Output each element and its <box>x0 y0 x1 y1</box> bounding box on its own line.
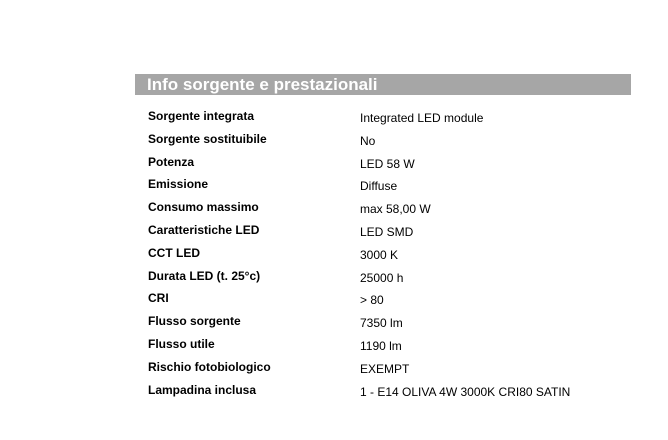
spec-value: 25000 h <box>360 270 404 285</box>
spec-value: Integrated LED module <box>360 111 484 125</box>
spec-label: Flusso utile <box>148 336 215 351</box>
spec-label: Sorgente sostituibile <box>148 131 267 146</box>
spec-value: Diffuse <box>360 179 398 194</box>
spec-row <box>148 334 628 357</box>
spec-label: Rischio fotobiologico <box>148 359 271 374</box>
spec-value: 1 - E14 OLIVA 4W 3000K CRI80 SATIN <box>360 384 571 399</box>
spec-row <box>148 380 628 403</box>
spec-row <box>148 106 628 129</box>
spec-row <box>148 288 628 311</box>
spec-label: Durata LED (t. 25°c) <box>148 268 261 283</box>
spec-label: CCT LED <box>148 245 200 260</box>
spec-row <box>148 311 628 334</box>
spec-label: Emissione <box>148 177 209 192</box>
spec-label: Lampadina inclusa <box>148 382 257 397</box>
spec-row <box>148 243 628 266</box>
spec-label: CRI <box>148 291 169 306</box>
spec-table <box>148 106 628 402</box>
spec-row <box>148 266 628 289</box>
spec-row <box>148 129 628 152</box>
spec-row <box>148 220 628 243</box>
spec-label: Consumo massimo <box>148 200 259 215</box>
spec-value: No <box>360 133 376 148</box>
section-header <box>135 74 631 95</box>
spec-label: Sorgente integrata <box>148 109 255 123</box>
spec-row <box>148 197 628 220</box>
spec-label: Caratteristiche LED <box>148 222 260 237</box>
section-title: Info sorgente e prestazionali <box>147 75 378 94</box>
spec-row <box>148 357 628 380</box>
spec-row <box>148 174 628 197</box>
spec-value: max 58,00 W <box>360 202 431 217</box>
spec-label: Flusso sorgente <box>148 314 241 329</box>
spec-value: LED 58 W <box>360 156 415 171</box>
spec-value: > 80 <box>360 293 384 308</box>
spec-value: 1190 lm <box>360 338 402 353</box>
spec-value: EXEMPT <box>360 361 410 376</box>
spec-value: 7350 lm <box>360 316 403 331</box>
spec-label: Potenza <box>148 154 195 169</box>
spec-row <box>148 152 628 175</box>
spec-value: 3000 K <box>360 247 399 262</box>
spec-value: LED SMD <box>360 224 414 239</box>
